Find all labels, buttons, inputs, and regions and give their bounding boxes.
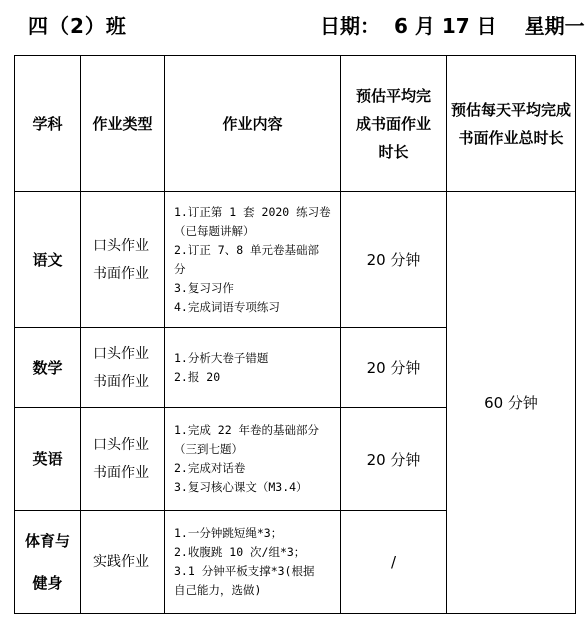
subject-cell: 数学: [15, 328, 81, 408]
type-label: 书面作业: [93, 465, 149, 481]
date-label: 日期：: [320, 14, 380, 38]
content-cell: [165, 192, 341, 328]
col-total-time-line: 预估每天平均完成: [450, 100, 571, 119]
col-avg-time: [341, 56, 447, 192]
subject-cell: [15, 511, 81, 614]
col-total-time: [447, 56, 576, 192]
type-label: 口头作业: [93, 437, 149, 453]
time-cell: /: [341, 511, 447, 614]
content-line: （已每题讲解）: [174, 223, 255, 238]
type-label: 书面作业: [93, 265, 149, 282]
col-avg-time-line: 成书面作业: [355, 114, 431, 133]
date-line: [320, 10, 587, 39]
subject-cell: 英语: [15, 408, 81, 511]
subject-line: 健身: [32, 574, 63, 592]
col-content: 作业内容: [165, 56, 341, 192]
content-line: 3.1 分钟平板支撑*3(根据: [174, 564, 315, 578]
type-cell: [81, 192, 165, 328]
content-line: 1.完成 22 年卷的基础部分: [174, 423, 320, 437]
table-row: [15, 192, 576, 328]
type-label: 书面作业: [93, 373, 149, 390]
content-cell: [165, 511, 341, 614]
content-line: 3.复习习作: [174, 280, 234, 295]
time-cell: 20 分钟: [341, 192, 447, 328]
homework-table: [14, 55, 576, 614]
content-line: 1.一分钟跳短绳*3；: [174, 526, 283, 540]
content-line: 3.复习核心课文（M3.4）: [174, 480, 308, 494]
type-cell: [81, 328, 165, 408]
col-avg-time-line: 预估平均完: [355, 86, 431, 105]
date-value: 6 月 17 日: [394, 14, 497, 38]
content-cell: [165, 328, 341, 408]
content-line: （三到七题）: [174, 442, 243, 456]
subject-line: 体育与: [24, 532, 70, 550]
col-subject: 学科: [15, 56, 81, 192]
time-cell: 20 分钟: [341, 328, 447, 408]
weekday: 星期一: [524, 14, 585, 38]
subject-cell: 语文: [15, 192, 81, 328]
type-cell: [81, 408, 165, 511]
type-label: 口头作业: [93, 237, 149, 254]
col-total-time-line: 书面作业总时长: [458, 128, 564, 147]
content-cell: [165, 408, 341, 511]
time-cell: 20 分钟: [341, 408, 447, 511]
content-line: 2.完成对话卷: [174, 461, 246, 475]
col-avg-time-line: 时长: [378, 142, 409, 161]
type-cell: 实践作业: [81, 511, 165, 614]
content-line: 2.报 20: [174, 369, 221, 384]
total-time-cell: 60 分钟: [447, 192, 576, 614]
content-line: 自己能力，选做): [174, 583, 262, 597]
type-label: 口头作业: [93, 345, 149, 362]
content-line: 1.分析大卷子错题: [174, 350, 269, 365]
content-line: 4.完成词语专项练习: [174, 299, 280, 314]
content-line: 1.订正第 1 套 2020 练习卷: [174, 204, 331, 219]
page-header: [0, 0, 587, 52]
col-type: 作业类型: [81, 56, 165, 192]
content-line: 2.订正 7、8 单元卷基础部: [174, 242, 320, 257]
content-line: 2.收腹跳 10 次/组*3；: [174, 545, 306, 559]
table-header-row: [15, 56, 576, 192]
content-line: 分: [174, 261, 186, 276]
class-name: 四（2）班: [28, 14, 127, 38]
